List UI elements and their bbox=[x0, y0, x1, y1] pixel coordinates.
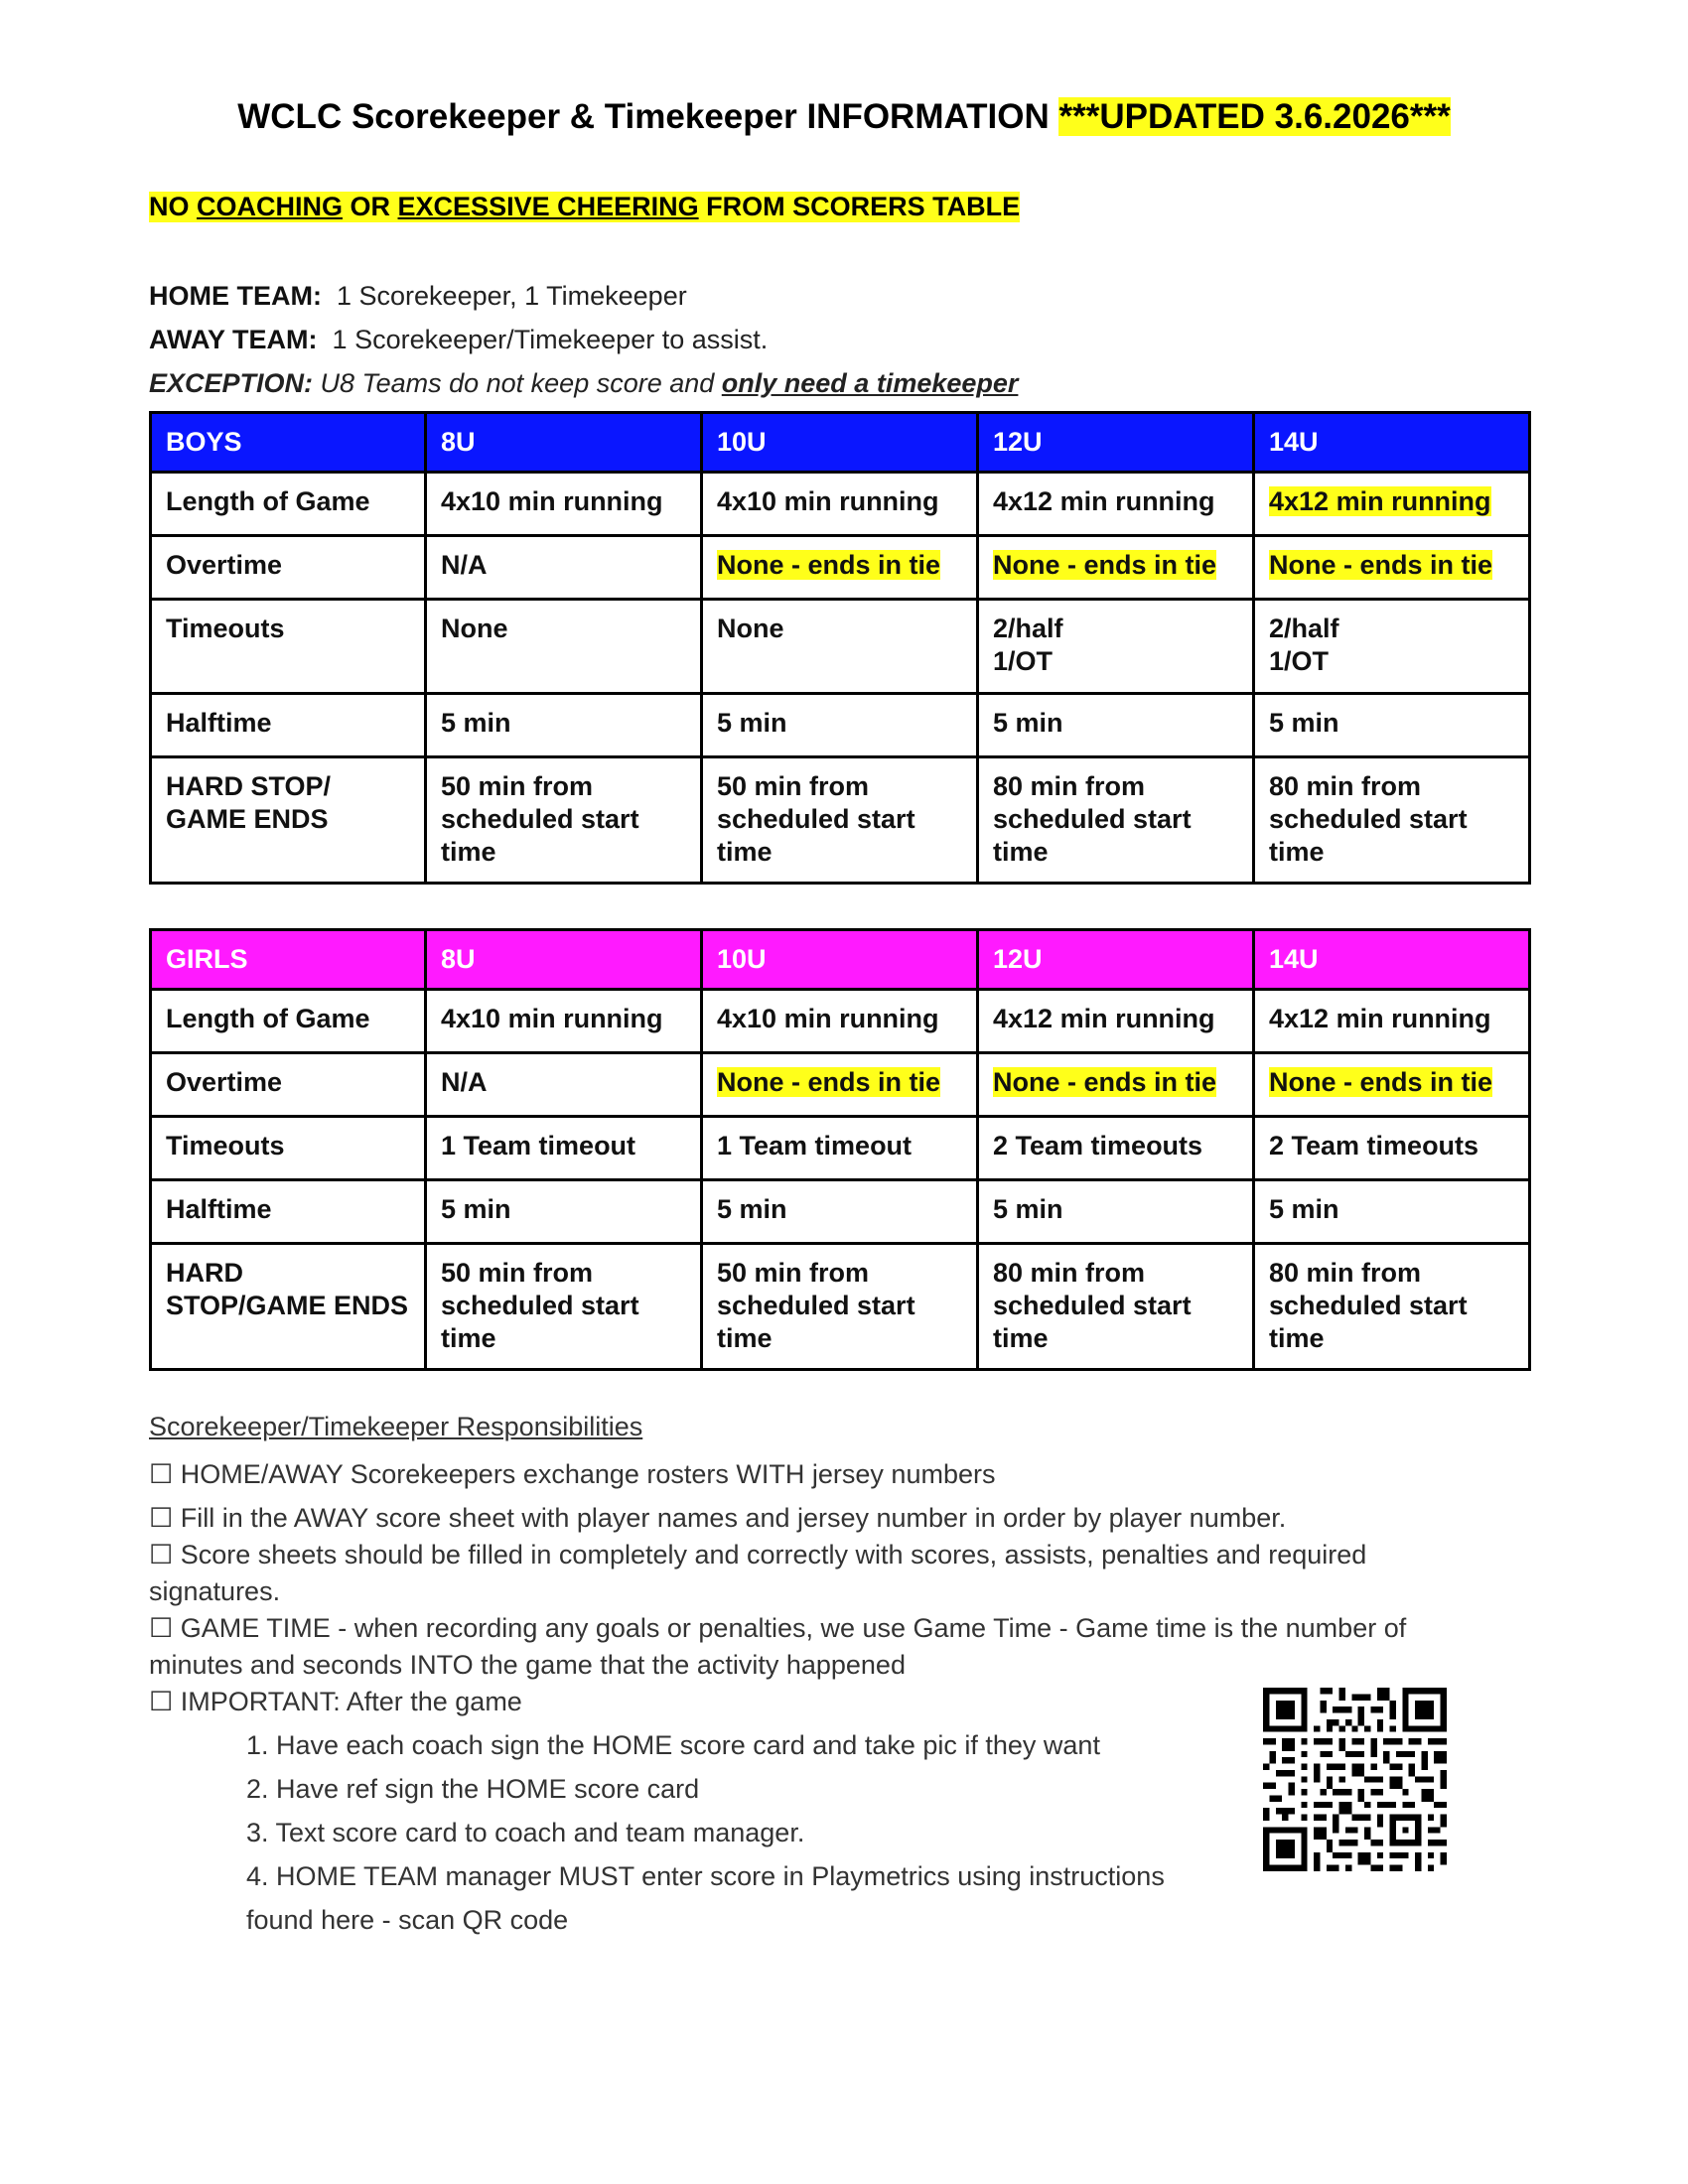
table-cell: 80 min from scheduled start time bbox=[1254, 1244, 1530, 1370]
row-label: Timeouts bbox=[151, 1117, 426, 1180]
row-label: Timeouts bbox=[151, 600, 426, 694]
table-cell: None bbox=[702, 600, 978, 694]
table-header-row bbox=[151, 413, 1530, 473]
exception-text: U8 Teams do not keep score and bbox=[313, 368, 722, 398]
table-cell: 4x12 min running bbox=[978, 473, 1254, 536]
checklist-item: ☐ GAME TIME - when recording any goals or penalties, we use Game Time - Game time is the number of minutes and seconds INTO the game that the activity happened bbox=[149, 1613, 1407, 1680]
boys-rules-table bbox=[149, 411, 1531, 885]
header-cell: 14U bbox=[1254, 413, 1530, 473]
header-cell: 12U bbox=[978, 413, 1254, 473]
table-row bbox=[151, 1180, 1530, 1244]
row-label: Halftime bbox=[151, 1180, 426, 1244]
table-cell: None - ends in tie bbox=[978, 536, 1254, 600]
exception-emphasis: only need a timekeeper bbox=[721, 368, 1019, 398]
title-main: WCLC Scorekeeper & Timekeeper INFORMATION bbox=[237, 97, 1059, 136]
row-label: Halftime bbox=[151, 694, 426, 757]
after-game-step: 3. Text score card to coach and team manager. bbox=[246, 1818, 805, 1847]
exception-line bbox=[149, 368, 1018, 399]
table-cell: 2/half 1/OT bbox=[1254, 600, 1530, 694]
table-cell: 2/half 1/OT bbox=[978, 600, 1254, 694]
table-cell: 50 min from scheduled start time bbox=[702, 1244, 978, 1370]
header-cell: 10U bbox=[702, 413, 978, 473]
table-cell: 50 min from scheduled start time bbox=[702, 757, 978, 884]
table-cell: 5 min bbox=[702, 694, 978, 757]
checklist-item: ☐ IMPORTANT: After the game bbox=[149, 1687, 522, 1716]
after-game-step: 4. HOME TEAM manager MUST enter score in Playmetrics using instructions found here - scan QR code bbox=[246, 1861, 1165, 1935]
exception-label: EXCEPTION: bbox=[149, 368, 314, 398]
home-team-value: 1 Scorekeeper, 1 Timekeeper bbox=[337, 281, 687, 311]
table-row bbox=[151, 990, 1530, 1053]
table-row bbox=[151, 694, 1530, 757]
table-row bbox=[151, 536, 1530, 600]
table-cell: 1 Team timeout bbox=[426, 1117, 702, 1180]
table-cell: 4x10 min running bbox=[702, 473, 978, 536]
table-row bbox=[151, 1244, 1530, 1370]
table-row bbox=[151, 600, 1530, 694]
table-cell: N/A bbox=[426, 536, 702, 600]
page-title bbox=[0, 97, 1688, 137]
checklist-item: ☐ Score sheets should be filled in completely and correctly with scores, assists, penalties and required signatures. bbox=[149, 1540, 1367, 1606]
table-cell: 4x10 min running bbox=[426, 990, 702, 1053]
table-row bbox=[151, 1117, 1530, 1180]
table-row bbox=[151, 1053, 1530, 1117]
header-cell: 10U bbox=[702, 930, 978, 990]
table-cell: 4x10 min running bbox=[702, 990, 978, 1053]
row-label: Overtime bbox=[151, 1053, 426, 1117]
table-row bbox=[151, 757, 1530, 884]
table-cell: 50 min from scheduled start time bbox=[426, 1244, 702, 1370]
table-cell: 5 min bbox=[1254, 694, 1530, 757]
table-cell: 2 Team timeouts bbox=[1254, 1117, 1530, 1180]
away-team-line bbox=[149, 325, 768, 355]
updated-badge: ***UPDATED 3.6.2026*** bbox=[1058, 97, 1451, 136]
girls-rules-table bbox=[149, 928, 1531, 1371]
table-cell: None - ends in tie bbox=[702, 536, 978, 600]
table-cell: N/A bbox=[426, 1053, 702, 1117]
table-cell: 2 Team timeouts bbox=[978, 1117, 1254, 1180]
row-label: HARD STOP/GAME ENDS bbox=[151, 1244, 426, 1370]
away-team-value: 1 Scorekeeper/Timekeeper to assist. bbox=[332, 325, 769, 354]
table-cell: 5 min bbox=[1254, 1180, 1530, 1244]
table-cell: 4x12 min running bbox=[1254, 990, 1530, 1053]
home-team-label: HOME TEAM: bbox=[149, 281, 322, 311]
warning-cheering: EXCESSIVE CHEERING bbox=[397, 192, 699, 221]
qr-code-icon[interactable] bbox=[1263, 1688, 1447, 1871]
row-label: Length of Game bbox=[151, 473, 426, 536]
table-cell: None - ends in tie bbox=[978, 1053, 1254, 1117]
row-label: Length of Game bbox=[151, 990, 426, 1053]
table-cell: None bbox=[426, 600, 702, 694]
table-cell: None - ends in tie bbox=[702, 1053, 978, 1117]
row-label: HARD STOP/ GAME ENDS bbox=[151, 757, 426, 884]
table-cell: 5 min bbox=[702, 1180, 978, 1244]
header-cell: 14U bbox=[1254, 930, 1530, 990]
after-game-step: 2. Have ref sign the HOME score card bbox=[246, 1774, 700, 1804]
after-game-step: 1. Have each coach sign the HOME score card and take pic if they want bbox=[246, 1730, 1100, 1760]
table-header-row bbox=[151, 930, 1530, 990]
table-cell: 5 min bbox=[978, 694, 1254, 757]
header-cell: 12U bbox=[978, 930, 1254, 990]
table-cell: 5 min bbox=[978, 1180, 1254, 1244]
table-cell: None - ends in tie bbox=[1254, 536, 1530, 600]
table-cell: 5 min bbox=[426, 1180, 702, 1244]
table-cell: 80 min from scheduled start time bbox=[978, 757, 1254, 884]
header-cell: 8U bbox=[426, 413, 702, 473]
table-cell: 80 min from scheduled start time bbox=[978, 1244, 1254, 1370]
responsibilities-title: Scorekeeper/Timekeeper Responsibilities bbox=[149, 1412, 643, 1441]
row-label: Overtime bbox=[151, 536, 426, 600]
table-row bbox=[151, 473, 1530, 536]
home-team-line bbox=[149, 281, 687, 312]
away-team-label: AWAY TEAM: bbox=[149, 325, 318, 354]
table-cell: 4x10 min running bbox=[426, 473, 702, 536]
no-coaching-warning: NO COACHING OR EXCESSIVE CHEERING FROM SCORERS TABLE bbox=[149, 192, 1021, 221]
warning-coaching: COACHING bbox=[197, 192, 344, 221]
checklist-item: ☐ Fill in the AWAY score sheet with player names and jersey number in order by player number. bbox=[149, 1503, 1287, 1533]
checklist-item: ☐ HOME/AWAY Scorekeepers exchange rosters WITH jersey numbers bbox=[149, 1459, 996, 1489]
header-cell: BOYS bbox=[151, 413, 426, 473]
table-cell: 4x12 min running bbox=[978, 990, 1254, 1053]
header-cell: 8U bbox=[426, 930, 702, 990]
table-cell: 4x12 min running bbox=[1254, 473, 1530, 536]
table-cell: 50 min from scheduled start time bbox=[426, 757, 702, 884]
table-cell: 5 min bbox=[426, 694, 702, 757]
table-cell: 80 min from scheduled start time bbox=[1254, 757, 1530, 884]
header-cell: GIRLS bbox=[151, 930, 426, 990]
table-cell: 1 Team timeout bbox=[702, 1117, 978, 1180]
table-cell: None - ends in tie bbox=[1254, 1053, 1530, 1117]
